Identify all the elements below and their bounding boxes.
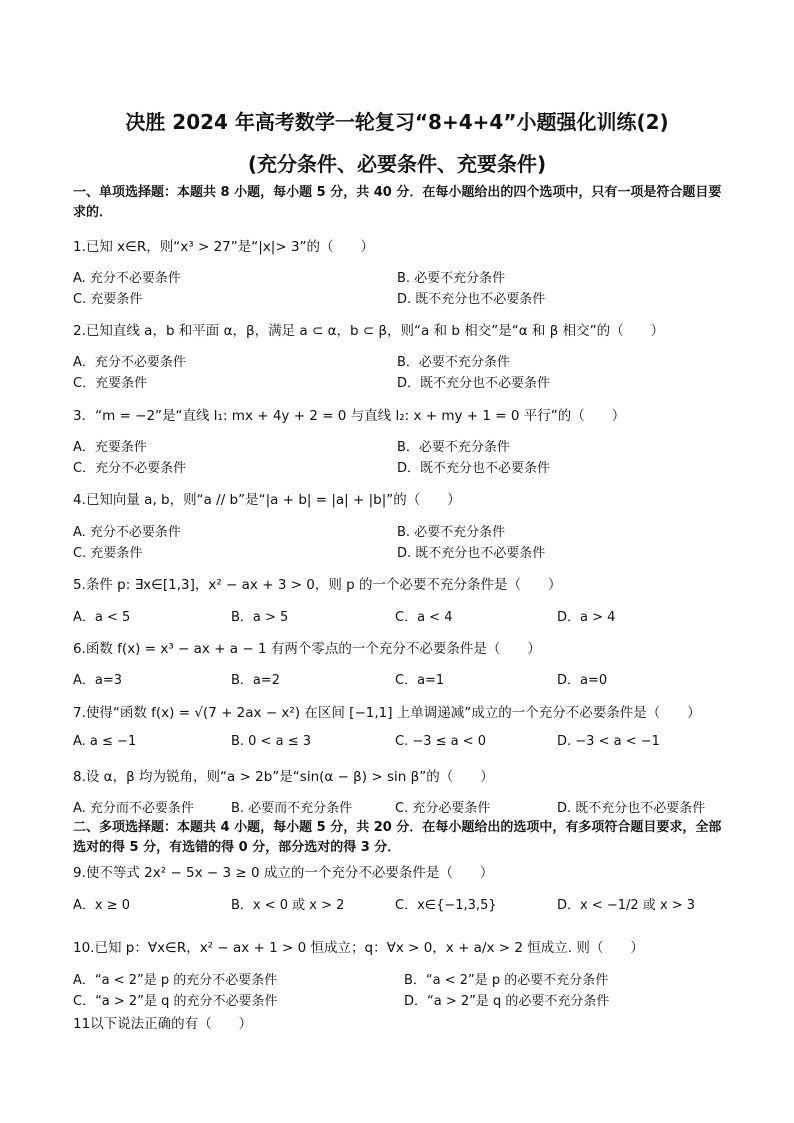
page-subtitle: (充分条件、必要条件、充要条件): [247, 152, 547, 176]
question-6: 6.函数 f(x) = x³ − ax + a − 1 有两个零点的一个充分不必要条件是（ ）: [73, 641, 541, 657]
q4-option-b: B. 必要不充分条件: [397, 525, 506, 540]
question-5: 5.条件 p: ∃x∈[1,3]，x² − ax + 3 > 0，则 p 的一个必要不充分条件是（ ）: [73, 577, 562, 593]
q3-option-c: C．充分不必要条件: [73, 461, 187, 476]
q6-option-b: B．a=2: [231, 673, 281, 688]
question-9: 9.使不等式 2x² − 5x − 3 ≥ 0 成立的一个充分不必要条件是（ ）: [73, 865, 494, 881]
q7-option-a: A. a ≤ −1: [73, 734, 137, 749]
q1-option-c: C. 充要条件: [73, 292, 143, 307]
q1-option-b: B. 必要不充分条件: [397, 271, 506, 286]
q10-option-d: D．“a > 2”是 q 的必要不充分条件: [404, 994, 610, 1009]
q5-option-d: D．a > 4: [557, 610, 616, 625]
q2-option-c: C．充要条件: [73, 376, 148, 391]
q6-option-c: C．a=1: [395, 673, 445, 688]
q8-option-a: A. 充分而不必要条件: [73, 801, 194, 816]
q4-option-c: C. 充要条件: [73, 546, 143, 561]
q3-option-d: D．既不充分也不必要条件: [397, 461, 551, 476]
q10-option-b: B．“a < 2”是 p 的必要不充分条件: [404, 973, 609, 988]
q8-option-c: C. 充分必要条件: [395, 801, 491, 816]
q6-option-d: D．a=0: [557, 673, 608, 688]
question-7: 7.使得“函数 f(x) = √(7 + 2ax − x²) 在区间 [−1,1] 上单调递减”成立的一个充分不必要条件是（ ）: [73, 705, 701, 721]
q4-option-a: A. 充分不必要条件: [73, 525, 181, 540]
question-11: 11以下说法正确的有（ ）: [73, 1016, 253, 1032]
q3-option-a: A．充要条件: [73, 440, 147, 455]
q9-option-b: B．x < 0 或 x > 2: [231, 898, 345, 913]
q8-option-b: B. 必要而不充分条件: [231, 801, 353, 816]
q10-option-a: A．“a < 2”是 p 的充分不必要条件: [73, 973, 278, 988]
q6-option-a: A．a=3: [73, 673, 123, 688]
section-1-heading: 一、单项选择题：本题共 8 小题，每小题 5 分，共 40 分．在每小题给出的四个选项中，只有一项是符合题目要求的．: [73, 185, 722, 220]
q2-option-b: B．必要不充分条件: [397, 355, 510, 370]
q3-option-b: B．必要不充分条件: [397, 440, 510, 455]
q5-option-c: C．a < 4: [395, 610, 453, 625]
page-title: 决胜 2024 年高考数学一轮复习“8+4+4”小题强化训练(2): [125, 110, 669, 134]
question-4: 4.已知向量 a, b，则“a // b”是“|a + b| = |a| + |b|”的（ ）: [73, 492, 461, 508]
q7-option-d: D. −3 < a < −1: [557, 734, 660, 749]
q7-option-c: C. −3 ≤ a < 0: [395, 734, 487, 749]
q9-option-c: C．x∈{−1,3,5}: [395, 898, 497, 913]
q8-option-d: D. 既不充分也不必要条件: [557, 801, 706, 816]
question-8: 8.设 α，β 均为锐角，则“a > 2b”是“sin(α − β) > sin β”的（ ）: [73, 769, 494, 785]
q1-option-a: A. 充分不必要条件: [73, 271, 181, 286]
q10-option-c: C．“a > 2”是 q 的充分不必要条件: [73, 994, 278, 1009]
section-2-heading: 二、多项选择题：本题共 4 小题，每小题 5 分，共 20 分．在每小题给出的选项中，有多项符合题目要求，全部选对的得 5 分，有选错的得 0 分，部分选对的得 3 分．: [73, 820, 722, 855]
question-3: 3．“m = −2”是“直线 l₁: mx + 4y + 2 = 0 与直线 l₂: x + my + 1 = 0 平行”的（ ）: [73, 408, 626, 424]
question-1: 1.已知 x∈R，则“x³ > 27”是“|x|> 3”的（ ）: [73, 239, 375, 255]
q9-option-a: A．x ≥ 0: [73, 898, 131, 913]
q2-option-d: D．既不充分也不必要条件: [397, 376, 551, 391]
q5-option-a: A．a < 5: [73, 610, 131, 625]
q5-option-b: B．a > 5: [231, 610, 289, 625]
question-10: 10.已知 p：∀x∈R，x² − ax + 1 > 0 恒成立；q：∀x > 0，x + a/x > 2 恒成立. 则（ ）: [73, 940, 644, 956]
q4-option-d: D. 既不充分也不必要条件: [397, 546, 546, 561]
q1-option-d: D. 既不充分也不必要条件: [397, 292, 546, 307]
question-2: 2.已知直线 a，b 和平面 α，β，满足 a ⊂ α，b ⊂ β，则“a 和 b 相交”是“α 和 β 相交”的（ ）: [73, 323, 665, 339]
q7-option-b: B. 0 < a ≤ 3: [231, 734, 312, 749]
q2-option-a: A．充分不必要条件: [73, 355, 186, 370]
q9-option-d: D．x < −1/2 或 x > 3: [557, 898, 696, 913]
